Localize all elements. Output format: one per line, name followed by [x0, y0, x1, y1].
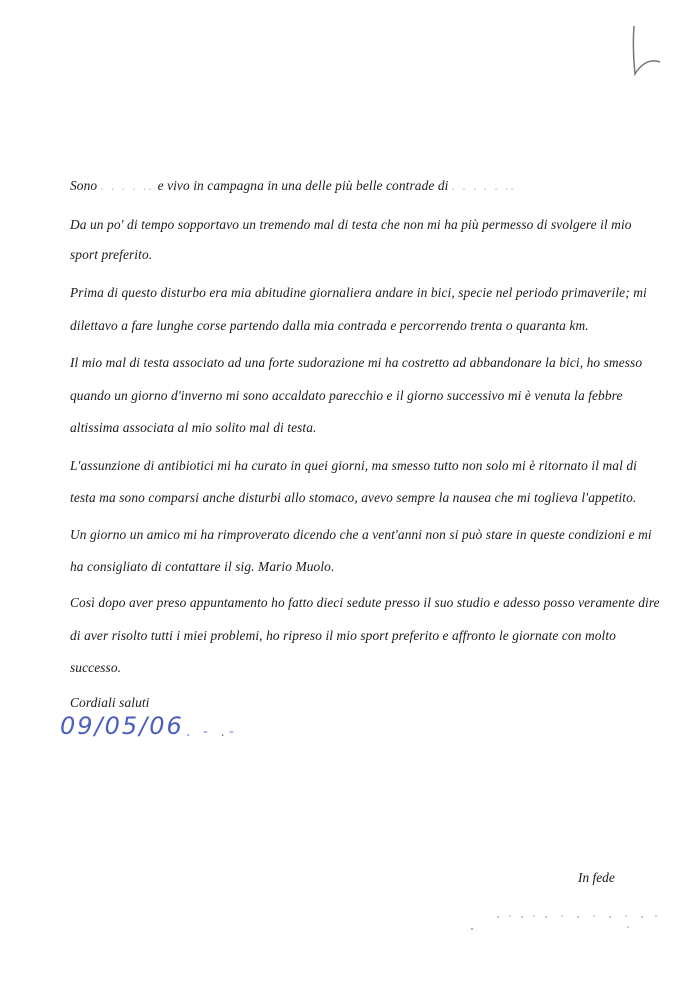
closing-signoff: In fede	[578, 870, 615, 885]
letter-line-2: Da un po' di tempo sopportavo un tremendo mal di testa che non mi ha più permesso di svolgere il mio	[70, 217, 632, 232]
letter-text: e vivo in campagna in una delle più belle contrade di	[157, 178, 449, 193]
letter-line-8: altissima associata al mio solito mal di testa.	[70, 420, 317, 435]
redacted-signature	[470, 905, 670, 935]
handwritten-corner-mark	[626, 22, 670, 82]
redacted-name: . . . . ..	[100, 178, 155, 193]
greeting: Cordiali saluti	[70, 695, 150, 710]
handwritten-redacted-mark: . - .-	[186, 724, 238, 740]
letter-line-13: Così dopo aver preso appuntamento ho fatto dieci sedute presso il suo studio e adesso posso veramente dire	[70, 595, 660, 610]
letter-line-11: Un giorno un amico mi ha rimproverato dicendo che a vent'anni non si può stare in queste condizioni e mi	[70, 527, 652, 542]
letter-line-3: sport preferito.	[70, 247, 153, 262]
letter-line-9: L'assunzione di antibiotici mi ha curato in quei giorni, ma smesso tutto non solo mi è ritornato il mal di	[70, 458, 637, 473]
letter-line-14: di aver risolto tutti i miei problemi, ho ripreso il mio sport preferito e affronto le giornate con molto	[70, 628, 616, 643]
letter-line-5: dilettavo a fare lunghe corse partendo dalla mia contrada e percorrendo trenta o quaranta km.	[70, 318, 589, 333]
letter-text: Sono	[70, 178, 101, 193]
letter-line-4: Prima di questo disturbo era mia abitudine giornaliera andare in bici, specie nel periodo primaverile; mi	[70, 285, 647, 300]
letter-line-7: quando un giorno d'inverno mi sono accaldato parecchio e il giorno successivo mi è venuta la febbre	[70, 388, 623, 403]
letter-line-10: testa ma sono comparsi anche disturbi allo stomaco, avevo sempre la nausea che mi toglieva l'appetito.	[70, 490, 637, 505]
letter-line-6: Il mio mal di testa associato ad una forte sudorazione mi ha costretto ad abbandonare la bici, ho smesso	[70, 355, 643, 370]
handwritten-date: 09/05/06	[60, 712, 184, 740]
letter-line-1	[70, 178, 516, 194]
redacted-place: . . . . . ..	[451, 178, 517, 193]
letter-line-12: ha consigliato di contattare il sig. Mario Muolo.	[70, 559, 335, 574]
letter-line-15: successo.	[70, 660, 122, 675]
